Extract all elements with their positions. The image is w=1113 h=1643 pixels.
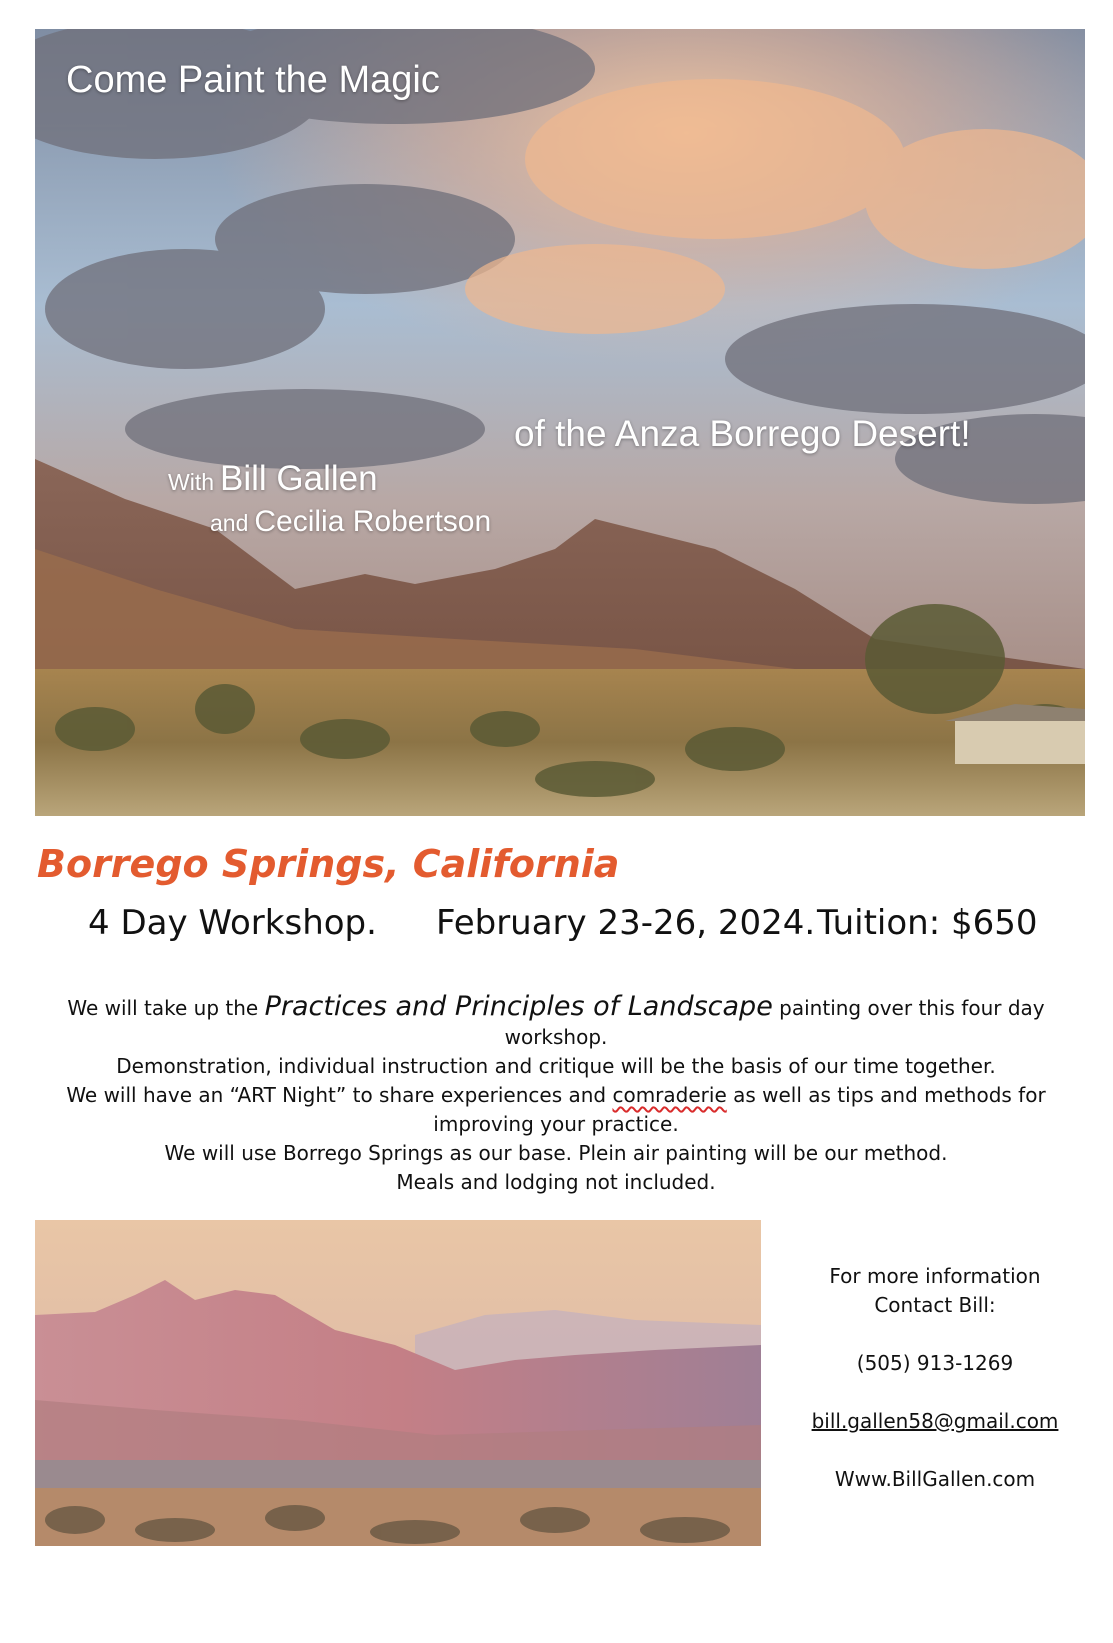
description-line-6: Meals and lodging not included.	[396, 1170, 716, 1194]
description-text: as well as tips and methods for	[726, 1083, 1046, 1107]
instructor-line-2	[210, 505, 491, 539]
description-text: We will take up the	[67, 996, 265, 1020]
workshop-length: 4 Day Workshop.	[88, 903, 377, 943]
misspelled-word: comraderie	[612, 1083, 727, 1107]
hero-subtitle: of the Anza Borrego Desert!	[514, 413, 971, 454]
contact-line-1: For more information	[829, 1264, 1041, 1288]
pink-mountain-image	[35, 1220, 761, 1546]
description-text: painting over this four day workshop.	[504, 996, 1045, 1049]
hero-photo	[35, 29, 1085, 816]
workshop-dates: February 23-26, 2024.	[436, 903, 816, 943]
description-line-5: We will use Borrego Springs as our base. Plein air painting will be our method.	[164, 1141, 948, 1165]
contact-line-2: Contact Bill:	[874, 1293, 996, 1317]
instructor-name-1: Bill Gallen	[220, 459, 378, 498]
description-line-2: Demonstration, individual instruction and critique will be the basis of our time together.	[116, 1054, 996, 1078]
description-line-4: improving your practice.	[433, 1112, 679, 1136]
contact-phone: (505) 913-1269	[856, 1351, 1014, 1375]
description-line-1	[30, 992, 1082, 1052]
description-line-3	[30, 1081, 1082, 1110]
contact-website[interactable]: Www.BillGallen.com	[834, 1467, 1036, 1491]
instructor-name-2: Cecilia Robertson	[254, 505, 492, 538]
instructor-line-1	[168, 459, 378, 499]
mountain-photo	[35, 1220, 761, 1546]
contact-info	[790, 1262, 1080, 1494]
description-text: We will have an “ART Night” to share experiences and	[66, 1083, 613, 1107]
workshop-description	[30, 992, 1082, 1197]
hero-title: Come Paint the Magic	[66, 59, 440, 101]
and-prefix: and	[210, 510, 249, 536]
description-emphasis: Practices and Principles of Landscape	[264, 991, 773, 1022]
with-prefix: With	[168, 469, 214, 495]
contact-email-link[interactable]: bill.gallen58@gmail.com	[811, 1409, 1059, 1433]
location-heading: Borrego Springs, California	[37, 842, 620, 886]
workshop-tuition: Tuition: $650	[817, 903, 1038, 943]
